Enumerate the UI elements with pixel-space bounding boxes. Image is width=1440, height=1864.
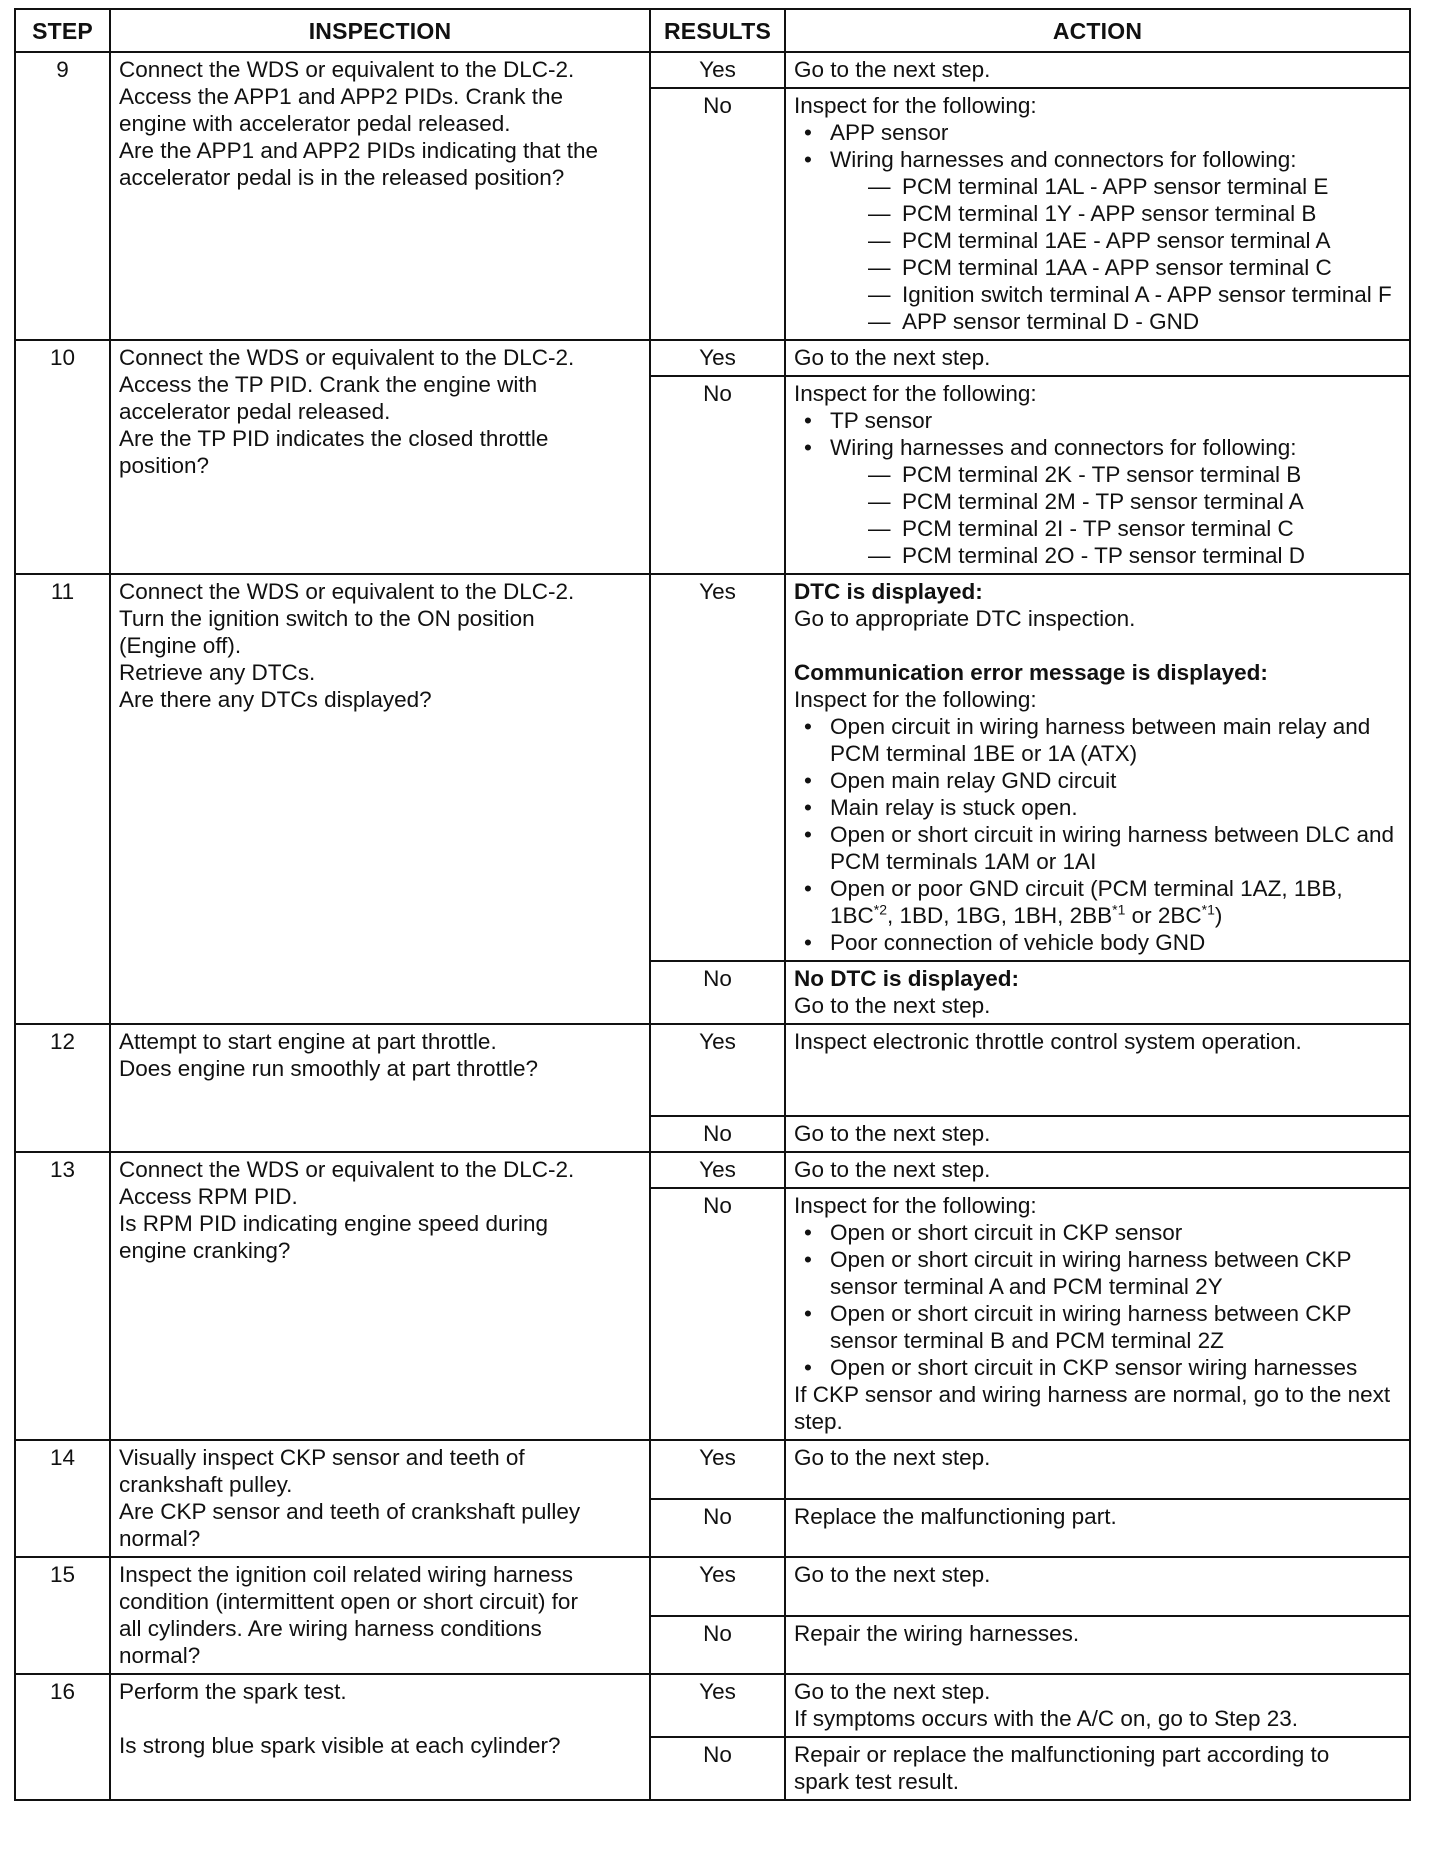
inspection-line: position? — [119, 453, 210, 478]
action-text: If CKP sensor and wiring harness are normal, go to the next step. — [794, 1382, 1391, 1434]
result-yes: Yes — [650, 1152, 785, 1188]
action-bullet: • TP sensor — [794, 407, 1401, 434]
step-number: 14 — [15, 1440, 110, 1557]
terminal-item: — PCM terminal 2I - TP sensor terminal C — [830, 515, 1401, 542]
action-no: Repair the wiring harnesses. — [785, 1616, 1410, 1675]
step-15-yes-row — [15, 1557, 1410, 1616]
inspection-line: all cylinders. Are wiring harness conditions — [119, 1616, 542, 1641]
inspection-line: (Engine off). — [119, 633, 242, 658]
step-number: 16 — [15, 1674, 110, 1800]
action-yes: Inspect electronic throttle control system operation. — [785, 1024, 1410, 1116]
action-text: Go to appropriate DTC inspection. — [794, 606, 1136, 631]
inspection-line: crankshaft pulley. — [119, 1472, 293, 1497]
inspection-line: normal? — [119, 1643, 201, 1668]
spacer — [794, 632, 1401, 659]
step-inspection — [110, 1557, 650, 1674]
inspection-line: Does engine run smoothly at part throttle? — [119, 1056, 538, 1081]
inspection-line: Visually inspect CKP sensor and teeth of — [119, 1445, 525, 1470]
action-intro: Inspect for the following: — [794, 93, 1037, 118]
result-no: No — [650, 88, 785, 340]
action-text: Go to the next step. — [794, 993, 991, 1018]
table-header-row — [15, 9, 1410, 52]
step-number: 10 — [15, 340, 110, 574]
gnd-text: ) — [1214, 903, 1223, 928]
step-12-yes-row — [15, 1024, 1410, 1116]
inspection-line: engine cranking? — [119, 1238, 291, 1263]
footnote-mark: *2 — [873, 901, 888, 918]
action-bullet — [794, 434, 1401, 569]
inspection-line: accelerator pedal released. — [119, 399, 391, 424]
result-yes: Yes — [650, 52, 785, 88]
step-inspection — [110, 1024, 650, 1152]
action-bullet: • Open circuit in wiring harness between main relay and PCM terminal 1BE or 1A (ATX) — [794, 713, 1401, 767]
result-no: No — [650, 1188, 785, 1440]
result-no: No — [650, 376, 785, 574]
action-no — [785, 1188, 1410, 1440]
inspection-line: Attempt to start engine at part throttle. — [119, 1029, 497, 1054]
action-bullet: • Poor connection of vehicle body GND — [794, 929, 1401, 956]
step-number: 12 — [15, 1024, 110, 1152]
action-bullet: • Main relay is stuck open. — [794, 794, 1401, 821]
inspection-line: Are CKP sensor and teeth of crankshaft pulley — [119, 1499, 581, 1524]
gnd-text: or 2BC — [1125, 903, 1202, 928]
action-yes: Go to the next step. — [785, 340, 1410, 376]
action-bullet — [794, 875, 1401, 929]
step-number: 13 — [15, 1152, 110, 1440]
step-inspection — [110, 1152, 650, 1440]
inspection-line: Connect the WDS or equivalent to the DLC-2. — [119, 57, 575, 82]
terminal-item: — PCM terminal 2O - TP sensor terminal D — [830, 542, 1401, 569]
header-action: ACTION — [785, 9, 1410, 52]
action-no — [785, 961, 1410, 1024]
result-no: No — [650, 961, 785, 1024]
action-bullet-list — [794, 407, 1401, 569]
diagnostic-table — [14, 8, 1411, 1801]
terminal-item: — PCM terminal 1AL - APP sensor terminal E — [830, 173, 1401, 200]
action-yes: Go to the next step. — [785, 1152, 1410, 1188]
action-intro: Inspect for the following: — [794, 1193, 1037, 1218]
action-text: Go to the next step. — [794, 1679, 991, 1704]
terminal-item: — PCM terminal 1AE - APP sensor terminal A — [830, 227, 1401, 254]
inspection-line: Retrieve any DTCs. — [119, 660, 316, 685]
action-text: spark test result. — [794, 1769, 960, 1794]
inspection-line: Is RPM PID indicating engine speed during — [119, 1211, 548, 1236]
inspection-line: accelerator pedal is in the released position? — [119, 165, 565, 190]
result-yes: Yes — [650, 1024, 785, 1116]
action-heading: Communication error message is displayed: — [794, 660, 1268, 685]
step-9-yes-row — [15, 52, 1410, 88]
inspection-line: Are the TP PID indicates the closed throttle — [119, 426, 549, 451]
gnd-text: , 1BD, 1BG, 1BH, 2BB — [887, 903, 1113, 928]
action-heading: DTC is displayed: — [794, 579, 983, 604]
action-text: Repair or replace the malfunctioning part according to — [794, 1742, 1330, 1767]
inspection-line: Access the TP PID. Crank the engine with — [119, 372, 538, 397]
header-inspection: INSPECTION — [110, 9, 650, 52]
step-14-yes-row — [15, 1440, 1410, 1499]
result-no: No — [650, 1116, 785, 1152]
footnote-mark: *1 — [1112, 901, 1126, 918]
inspection-line: Inspect the ignition coil related wiring harness — [119, 1562, 573, 1587]
terminal-item: — Ignition switch terminal A - APP sensor terminal F — [830, 281, 1401, 308]
action-bullet-list — [794, 1219, 1401, 1381]
step-13-yes-row — [15, 1152, 1410, 1188]
result-no: No — [650, 1499, 785, 1558]
action-no — [785, 376, 1410, 574]
action-text: If symptoms occurs with the A/C on, go to Step 23. — [794, 1706, 1298, 1731]
result-no: No — [650, 1737, 785, 1800]
terminal-sublist — [830, 461, 1401, 569]
action-intro: Inspect for the following: — [794, 687, 1037, 712]
action-yes — [785, 574, 1410, 961]
action-no: Replace the malfunctioning part. — [785, 1499, 1410, 1558]
action-heading: No DTC is displayed: — [794, 966, 1020, 991]
inspection-line: Is strong blue spark visible at each cylinder? — [119, 1733, 561, 1758]
footnote-mark: *1 — [1201, 901, 1215, 918]
action-bullet: • Open or short circuit in CKP sensor — [794, 1219, 1401, 1246]
step-inspection — [110, 1674, 650, 1800]
header-results: RESULTS — [650, 9, 785, 52]
inspection-line: Are the APP1 and APP2 PIDs indicating that the — [119, 138, 599, 163]
action-bullet-text: Wiring harnesses and connectors for following: — [830, 147, 1297, 172]
action-yes: Go to the next step. — [785, 52, 1410, 88]
diagnostic-procedure-sheet — [14, 8, 1409, 1801]
action-bullet — [794, 146, 1401, 335]
action-no — [785, 88, 1410, 340]
inspection-line: Connect the WDS or equivalent to the DLC-2. — [119, 345, 575, 370]
inspection-line: Are there any DTCs displayed? — [119, 687, 432, 712]
inspection-line: Turn the ignition switch to the ON position — [119, 606, 535, 631]
inspection-line: engine with accelerator pedal released. — [119, 111, 511, 136]
action-bullet: • Open or short circuit in wiring harness between CKP sensor terminal B and PCM terminal 2Z — [794, 1300, 1401, 1354]
step-number: 15 — [15, 1557, 110, 1674]
action-bullet: • Open or short circuit in CKP sensor wiring harnesses — [794, 1354, 1401, 1381]
action-bullet: • Open main relay GND circuit — [794, 767, 1401, 794]
step-inspection — [110, 52, 650, 340]
action-bullet: • Open or short circuit in wiring harness between DLC and PCM terminals 1AM or 1AI — [794, 821, 1401, 875]
action-no — [785, 1737, 1410, 1800]
header-step: STEP — [15, 9, 110, 52]
inspection-line: normal? — [119, 1526, 201, 1551]
step-inspection — [110, 574, 650, 1024]
terminal-item: — PCM terminal 2M - TP sensor terminal A — [830, 488, 1401, 515]
inspection-line: Connect the WDS or equivalent to the DLC-2. — [119, 1157, 575, 1182]
step-inspection — [110, 1440, 650, 1557]
step-16-yes-row — [15, 1674, 1410, 1737]
action-intro: Inspect for the following: — [794, 381, 1037, 406]
step-inspection — [110, 340, 650, 574]
step-10-yes-row — [15, 340, 1410, 376]
action-bullet-list — [794, 119, 1401, 335]
gnd-text: Open or poor GND circuit (PCM terminal 1AZ, 1BB, 1BC — [830, 876, 1343, 928]
inspection-line: Connect the WDS or equivalent to the DLC-2. — [119, 579, 575, 604]
action-yes — [785, 1674, 1410, 1737]
terminal-item: — PCM terminal 2K - TP sensor terminal B — [830, 461, 1401, 488]
result-no: No — [650, 1616, 785, 1675]
action-bullet-text: Wiring harnesses and connectors for following: — [830, 435, 1297, 460]
step-number: 9 — [15, 52, 110, 340]
action-yes: Go to the next step. — [785, 1557, 1410, 1616]
result-yes: Yes — [650, 1557, 785, 1616]
action-no: Go to the next step. — [785, 1116, 1410, 1152]
result-yes: Yes — [650, 574, 785, 961]
step-11-yes-row — [15, 574, 1410, 961]
action-bullet: • Open or short circuit in wiring harness between CKP sensor terminal A and PCM terminal 2Y — [794, 1246, 1401, 1300]
terminal-item: — PCM terminal 1AA - APP sensor terminal C — [830, 254, 1401, 281]
result-yes: Yes — [650, 1440, 785, 1499]
terminal-item: — APP sensor terminal D - GND — [830, 308, 1401, 335]
spacer — [119, 1705, 641, 1732]
result-yes: Yes — [650, 1674, 785, 1737]
action-bullet-list — [794, 713, 1401, 956]
inspection-line: condition (intermittent open or short circuit) for — [119, 1589, 578, 1614]
inspection-line: Access the APP1 and APP2 PIDs. Crank the — [119, 84, 563, 109]
action-yes: Go to the next step. — [785, 1440, 1410, 1499]
terminal-item: — PCM terminal 1Y - APP sensor terminal B — [830, 200, 1401, 227]
step-number: 11 — [15, 574, 110, 1024]
result-yes: Yes — [650, 340, 785, 376]
action-bullet: • APP sensor — [794, 119, 1401, 146]
inspection-line: Access RPM PID. — [119, 1184, 298, 1209]
inspection-line: Perform the spark test. — [119, 1679, 347, 1704]
terminal-sublist — [830, 173, 1401, 335]
